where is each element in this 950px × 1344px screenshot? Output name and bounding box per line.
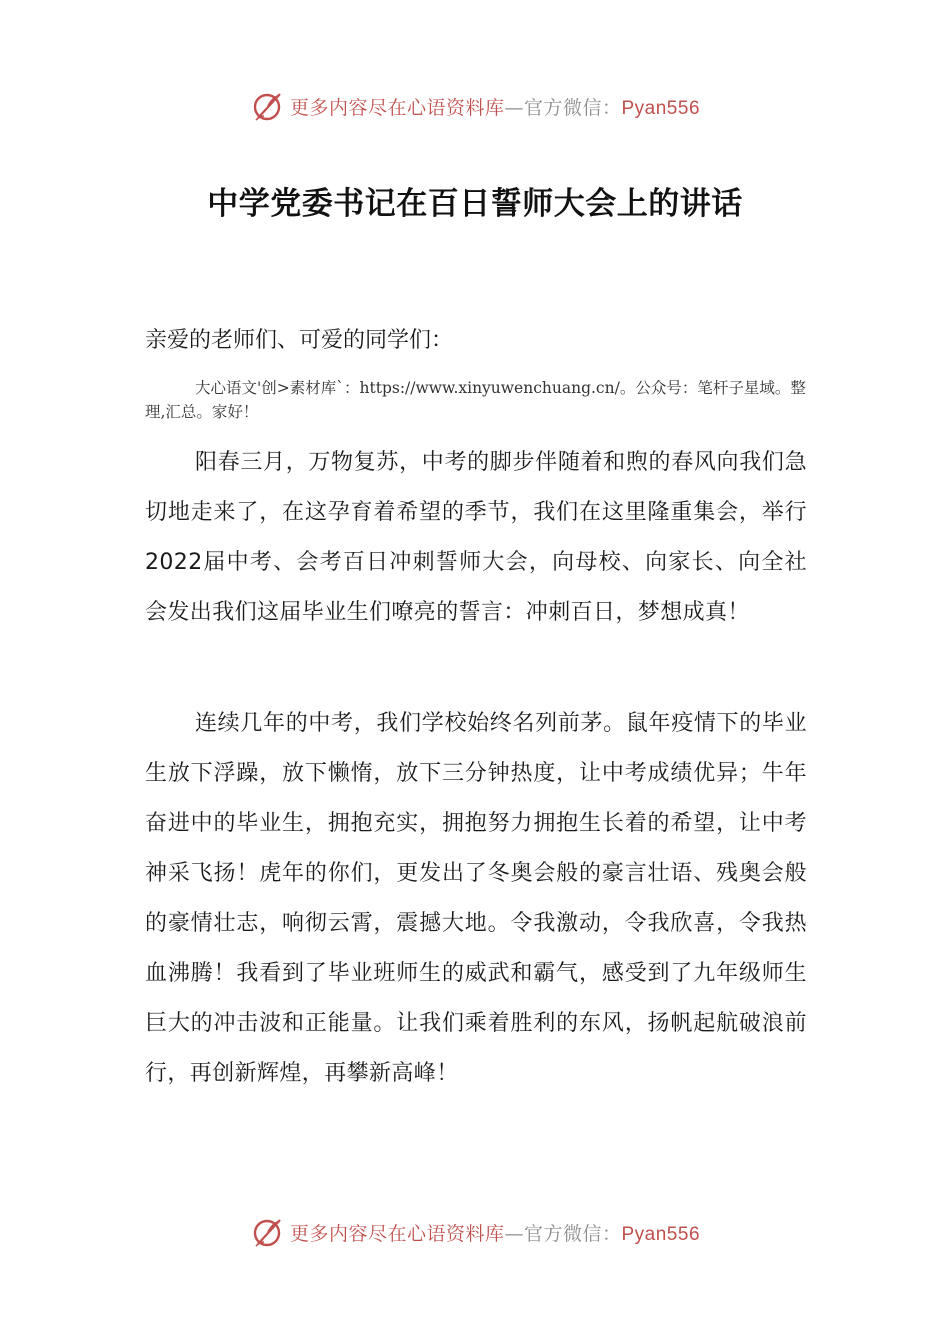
quill-logo-icon (250, 1214, 286, 1250)
header-banner-slogan: 更多内容尽在心语资料库 (289, 96, 505, 119)
header-banner (0, 86, 950, 126)
footer-banner-separator: — (504, 1222, 524, 1245)
footer-banner (0, 1212, 950, 1252)
footer-banner-slogan: 更多内容尽在心语资料库 (289, 1222, 505, 1245)
salutation: 亲爱的老师们、可爱的同学们： (145, 328, 454, 353)
source-notice: 大心语文'创>素材库`：https://www.xinyuwenchuang.cn/。公众号：笔杆子星域。整理,汇总。家好！ (145, 379, 806, 421)
paragraph-1: 阳春三月，万物复苏，中考的脚步伴随着和煦的春风向我们急切地走来了，在这孕育着希望的季节，我们在这里隆重集会，举行2022届中考、会考百日冲刺誓师大会，向母校、向家长、向全社会发出我们这届毕业生们嘹亮的誓言：冲刺百日，梦想成真！ (145, 450, 807, 625)
footer-banner-text (290, 1219, 700, 1246)
document-title: 中学党委书记在百日誓师大会上的讲话 (207, 186, 743, 222)
header-banner-separator: — (504, 96, 524, 119)
header-banner-text (290, 93, 700, 120)
paragraph-2: 连续几年的中考，我们学校始终名列前茅。鼠年疫情下的毕业生放下浮躁，放下懒惰，放下三分钟热度，让中考成绩优异；牛年奋进中的毕业生，拥抱充实，拥抱努力拥抱生长着的希望，让中考神采飞扬！虎年的你们，更发出了冬奥会般的豪言壮语、残奥会般的豪情壮志，响彻云霄，震撼大地。令我激动，令我欣喜，令我热血沸腾！我看到了毕业班师生的威武和霸气，感受到了九年级师生巨大的冲击波和正能量。让我们乘着胜利的东风，扬帆起航破浪前行，再创新辉煌，再攀新高峰！ (145, 711, 807, 1086)
footer-banner-wechat-label: 官方微信： (523, 1222, 622, 1245)
header-banner-wechat-label: 官方微信： (523, 96, 622, 119)
quill-logo-icon (250, 88, 286, 124)
footer-banner-account: Pyan556 (621, 1223, 701, 1245)
header-banner-account: Pyan556 (621, 97, 701, 119)
